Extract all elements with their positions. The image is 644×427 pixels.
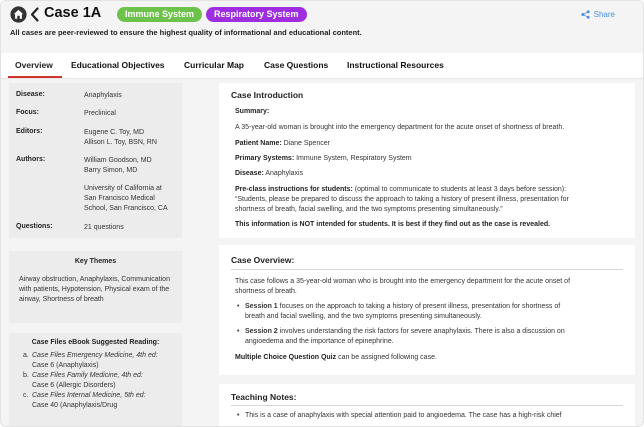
reading-item-detail: Case 6 (Allergic Disorders) [32, 382, 116, 389]
info-value-disease: Anaphylaxis [84, 92, 122, 99]
session-2-item [237, 327, 630, 347]
info-value-focus: Preclinical [84, 110, 116, 117]
summary-text: A 35-year-old woman is brought into the emergency department for the acute onset of shortness of breath. [235, 124, 565, 131]
case-info-panel [9, 83, 182, 238]
bullet-dot: • [237, 412, 240, 419]
teaching-notes-section [219, 384, 635, 427]
reading-item[interactable] [23, 371, 178, 391]
info-label-focus: Focus: [16, 109, 39, 116]
preclass-label: Pre-class instructions for students: [235, 186, 353, 193]
patient-name-row [235, 139, 625, 149]
disease-row [235, 169, 625, 179]
case-main-content [219, 83, 635, 427]
key-themes-heading: Key Themes [74, 258, 117, 265]
info-value-affiliation-1: University of California at [84, 185, 162, 192]
bullet-dot: • [237, 303, 240, 310]
share-button[interactable] [581, 10, 615, 19]
teaching-note-text: This is a case of anaphylaxis with special attention paid to angioedema. The case has a high-risk chief [245, 412, 562, 419]
preclass-text-1: (optimal to communicate to students at least 3 days before session): [352, 186, 567, 193]
summary-label: Summary: [235, 108, 270, 115]
quiz-label: Multiple Choice Question Quiz [235, 354, 337, 361]
chevron-left-icon[interactable] [29, 6, 40, 23]
teaching-notes-heading: Teaching Notes: [231, 392, 297, 402]
case-overview-section [219, 245, 635, 375]
tab-bar [1, 53, 644, 79]
reading-item-detail: Case 40 (Anaphylaxis/Drug [32, 402, 118, 409]
quiz-text: can be assigned following case. [336, 354, 437, 361]
session-1-text-1: focuses on the approach to taking a history of present illness, presentation for shortness of [277, 303, 561, 310]
case-overview-heading: Case Overview: [231, 255, 295, 265]
info-value-editor-1: Eugene C. Toy, MD [84, 129, 145, 136]
session-1-item [237, 302, 630, 322]
info-label-questions: Questions: [16, 223, 53, 230]
suggested-reading-list [23, 351, 178, 411]
preclass-line-3: shortness of breath, facial swelling, and the two symptoms presenting simultaneously.” [235, 206, 503, 213]
share-label: Share [593, 10, 615, 19]
info-label-authors: Authors: [16, 156, 46, 163]
case-sidebar [9, 83, 182, 427]
session-1-label: Session 1 [245, 303, 278, 310]
info-value-author-1: William Goodson, MD [84, 157, 152, 164]
patient-name-label: Patient Name: [235, 140, 282, 147]
divider [231, 405, 623, 406]
tab-instructional-resources[interactable]: Instructional Resources [347, 60, 444, 70]
preclass-line-1 [235, 185, 625, 195]
case-title: Case 1A [44, 5, 102, 21]
reading-item-title: Case Files Internal Medicine, 5th ed: [32, 392, 146, 399]
suggested-reading-heading: Case Files eBook Suggested Reading: [31, 339, 160, 346]
session-1-text-2: breath and facial swelling, and the two symptoms presenting simultaneously. [245, 313, 482, 320]
tab-educational-objectives[interactable]: Educational Objectives [71, 60, 165, 70]
quiz-row [235, 353, 625, 363]
reading-item-letter: c. [23, 392, 29, 399]
case-introduction-heading: Case Introduction [231, 90, 304, 100]
teaching-note-item [237, 411, 630, 421]
disease-value: Anaphylaxis [265, 170, 304, 177]
overview-line-2: shortness of breath. [235, 288, 297, 295]
bullet-dot: • [237, 328, 240, 335]
peer-review-notice: All cases are peer-reviewed to ensure the highest quality of informational and educational content. [10, 28, 362, 37]
session-2-text-2: angioedema and the importance of epinephrine. [245, 338, 394, 345]
reading-item-title: Case Files Emergency Medicine, 4th ed: [32, 352, 158, 359]
reading-item-letter: a. [23, 352, 29, 359]
active-tab-indicator [8, 76, 62, 78]
reading-item-detail: Case 6 (Anaphylaxis) [32, 362, 99, 369]
info-value-editor-2: Allison L. Toy, BSN, RN [84, 139, 157, 146]
tab-overview[interactable]: Overview [15, 60, 53, 70]
reading-item[interactable] [23, 351, 178, 371]
share-icon [581, 10, 590, 19]
case-introduction-section [219, 83, 635, 238]
suggested-reading-panel [9, 333, 182, 427]
info-label-disease: Disease: [16, 91, 45, 98]
session-2-text-1: involves understanding the risk factors for severe anaphylaxis. There is also a discussion on [277, 328, 565, 335]
info-value-questions: 21 questions [84, 224, 124, 231]
tab-case-questions[interactable]: Case Questions [264, 60, 329, 70]
tab-curricular-map[interactable]: Curricular Map [184, 60, 244, 70]
primary-systems-label: Primary Systems: [235, 155, 295, 162]
primary-systems-value: Immune System, Respiratory System [296, 155, 412, 162]
info-label-editors: Editors: [16, 128, 43, 135]
patient-name-value: Diane Spencer [283, 140, 330, 147]
reading-item[interactable] [23, 391, 178, 411]
reading-item-letter: b. [23, 372, 29, 379]
info-value-affiliation-3: School, San Francisco, CA [84, 205, 168, 212]
case-header [1, 1, 644, 51]
tag-immune-system[interactable]: Immune System [117, 7, 202, 22]
tag-respiratory-system[interactable]: Respiratory System [206, 7, 307, 22]
reading-item-title: Case Files Family Medicine, 4th ed: [32, 372, 143, 379]
preclass-line-2: “Students, please be prepared to discuss the approach to taking a history of present illness, presentation for [235, 196, 569, 203]
disease-label: Disease: [235, 170, 264, 177]
home-icon[interactable] [10, 6, 27, 23]
overview-line-1: This case follows a 35-year-old woman who is brought into the emergency department for the acute onset of [235, 278, 571, 285]
primary-systems-row [235, 154, 625, 164]
info-value-author-2: Barry Simon, MD [84, 167, 138, 174]
divider [231, 269, 623, 270]
key-themes-panel [9, 251, 182, 323]
key-themes-text: Airway obstruction, Anaphylaxis, Communication with patients, Hypotension, Physical exam of the airway, Shortness of breath [19, 276, 170, 303]
student-notice: This information is NOT intended for students. It is best if they find out as the case is revealed. [235, 221, 551, 228]
session-2-label: Session 2 [245, 328, 278, 335]
info-value-affiliation-2: San Francisco Medical [84, 195, 155, 202]
